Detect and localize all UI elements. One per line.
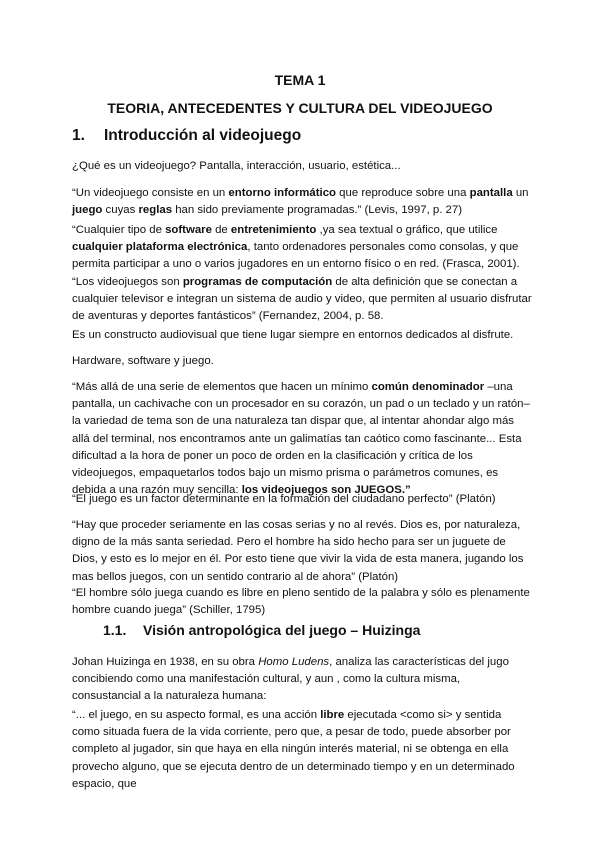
section-title: Visión antropológica del juego – Huizinga — [143, 622, 421, 638]
section-heading-1 — [72, 127, 301, 145]
quote-frasca: “Cualquier tipo de software de entretenimiento ,ya sea textual o gráfico, que utilice cualquier plataforma electrónica, tanto ordenadores personales como consolas, y que permita participar a uno o varios jugadores en un entorno físico o en red. (Frasca, 2001). — [72, 224, 520, 271]
quote-fernandez: “Los videojuegos son programas de computación de alta definición que se conectan a cualquier televisor e integran un sistema de audio y video, que permiten al usuario disfrutar de aventuras y deportes fantásticos” (Fernandez, 2004, p. 58. — [72, 276, 532, 323]
quote-huizinga: “... el juego, en su aspecto formal, es una acción libre ejecutada <como si> y sentida como situada fuera de la vida corriente, pero que, a pesar de todo, puede absorber por completo al jugador, sin que haya en ella ningún interés material, ni se obtenga en ella provecho alguno, que se ejecuta dentro de un determinado tiempo y en un determinado espacio, que — [72, 709, 515, 790]
quote-platon-2: “Hay que proceder seriamente en las cosas serias y no al revés. Dios es, por naturaleza, digno de la más santa seriedad. Pero el hombre ha sido hecho para ser un juguete de Dios, y esto es lo mejor en él. Por esto tiene que vivir la vida de esta manera, jugando los mas bellos juegos, con un sentido contrario al de ahora” (Platón) — [72, 519, 524, 583]
section-heading-1-1 — [103, 622, 420, 638]
quote-schiller: “El hombre sólo juega cuando es libre en pleno sentido de la palabra y sólo es plenamente hombre cuando juega” (Schiller, 1795) — [72, 587, 530, 617]
document-title: TEMA 1 — [274, 72, 326, 88]
paragraph-constructo: Es un constructo audiovisual que tiene lugar siempre en entornos dedicados al disfrute. — [72, 329, 514, 341]
section-title: Introducción al videojuego — [104, 127, 302, 144]
section-number: 1. — [72, 127, 85, 144]
document-subtitle: TEORIA, ANTECEDENTES Y CULTURA DEL VIDEOJUEGO — [107, 100, 493, 116]
paragraph-question: ¿Qué es un videojuego? Pantalla, interacción, usuario, estética... — [72, 160, 401, 172]
quote-videojuegos-juegos: “Más allá de una serie de elementos que hacen un mínimo común denominador –una pantalla, un cachivache con un procesador en su corazón, un pad o un teclado y un ratón– la variedad de tema son de una naturaleza tan dispar que, al intentar ahondar algo más allá del terminal, nos encontramos ante un galimatías tan caótico como fascinante... Esta dificultad a la hora de poner un poco de orden en la clasificación y crítica de los videojuegos, empaquetarlos todos bajo un mismo prisma o parámetros comunes, es debida a una razón muy sencilla: los videojuegos son JUEGOS.” — [72, 381, 530, 497]
paragraph-huizinga: Johan Huizinga en 1938, en su obra Homo Ludens, analiza las características del jugo concibiendo como una manifestación cultural, y aun , como la cultura misma, consustancial a la naturaleza humana: — [72, 656, 509, 703]
quote-levis: “Un videojuego consiste en un entorno informático que reproduce sobre una pantalla un juego cuyas reglas han sido previamente programadas.” (Levis, 1997, p. 27) — [72, 187, 529, 217]
section-number: 1.1. — [103, 622, 127, 638]
quote-platon-1: “El juego es un factor determinante en la formación del ciudadano perfecto” (Platón) — [72, 493, 496, 505]
paragraph-hardware: Hardware, software y juego. — [72, 355, 214, 367]
